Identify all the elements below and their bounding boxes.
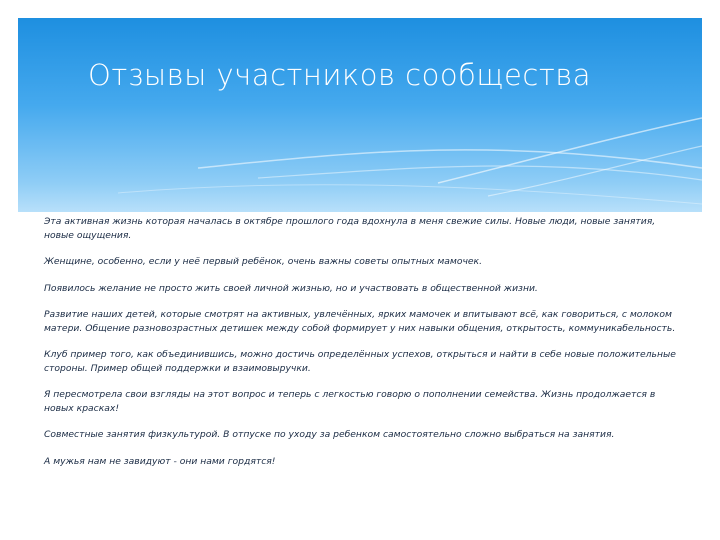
testimonial-2: Женщине, особенно, если у неё первый ребёнок, очень важны советы опытных мамочек. [44, 256, 483, 267]
testimonial-1: Эта активная жизнь которая началась в октябре прошлого года вдохнула в меня свежие силы. Новые люди, новые занятия, новые ощущения. [44, 216, 656, 241]
testimonials-list [44, 215, 684, 481]
testimonial-7: Совместные занятия физкультурой. В отпуске по уходу за ребенком самостоятельно сложно выбраться на занятия. [44, 429, 615, 440]
slide-title: Отзывы участников сообщества [88, 58, 592, 92]
header-banner [18, 18, 702, 212]
testimonial-5: Клуб пример того, как объединившись, можно достичь определённых успехов, открыться и найти в себе новые положительные стороны. Пример общей поддержки и взаимовыручки. [44, 349, 676, 374]
testimonial-4: Развитие наших детей, которые смотрят на активных, увлечённых, ярких мамочек и впитывают всё, как говориться, с молоком матери. Общение разновозрастных детишек между собой формирует у них навыки общения, открытость, коммуникабельность. [44, 309, 676, 334]
testimonial-8: А мужья нам не завидуют - они нами гордятся! [44, 455, 276, 467]
testimonial-3: Появилось желание не просто жить своей личной жизнью, но и участвовать в общественной жизни. [44, 282, 538, 294]
testimonial-6: Я пересмотрела свои взгляды на этот вопрос и теперь с легкостью говорю о пополнении семейства. Жизнь продолжается в новых красках! [44, 389, 656, 414]
decorative-waves [18, 18, 702, 212]
